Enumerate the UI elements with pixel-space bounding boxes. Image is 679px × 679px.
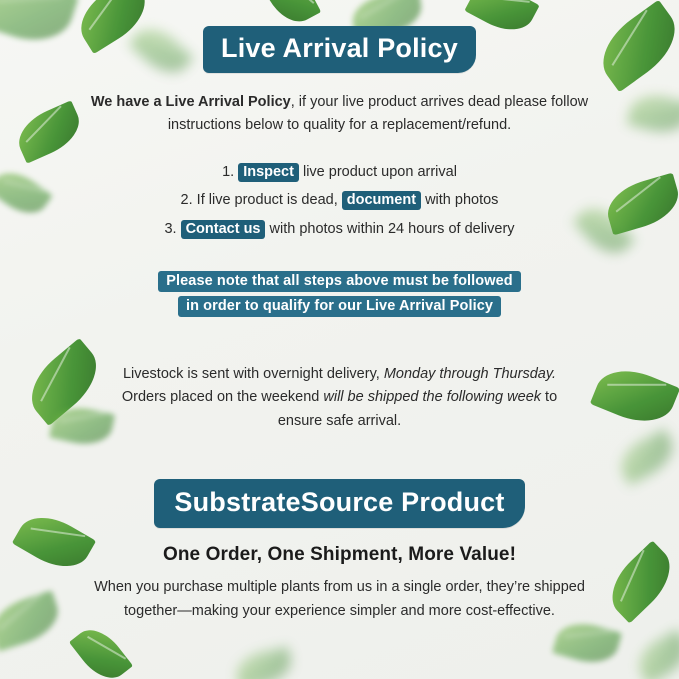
step-number: 3. [164, 220, 177, 237]
step-number: 2. [180, 192, 193, 209]
substrate-title-wrap [46, 479, 633, 528]
step-text: live product upon arrival [302, 163, 457, 180]
list-item [46, 215, 633, 243]
step-highlight: Inspect [238, 163, 299, 182]
substrate-title: SubstrateSource Product [154, 479, 524, 528]
policy-note [46, 269, 633, 319]
step-highlight: Contact us [181, 220, 266, 239]
shipping-line-2-italic: will be shipped the following week [323, 389, 542, 406]
step-number: 1. [222, 163, 235, 180]
step-highlight: document [342, 191, 421, 210]
step-text: with photos within 24 hours of delivery [269, 220, 515, 237]
shipping-note [105, 363, 575, 433]
policy-note-line-1: Please note that all steps above must be followed [158, 271, 521, 292]
leaf-icon [631, 629, 679, 679]
live-policy-title-wrap [46, 26, 633, 73]
substrate-headline: One Order, One Shipment, More Value! [162, 544, 517, 566]
substrate-headline-wrap [46, 544, 633, 566]
live-policy-steps [46, 158, 633, 243]
leaf-icon [233, 647, 294, 679]
step-text: with photos [425, 192, 499, 209]
policy-note-line-2: in order to qualify for our Live Arrival Policy [178, 296, 501, 317]
live-policy-intro-bold: We have a Live Arrival Policy [90, 94, 291, 110]
step-text-before: If live product is dead, [196, 192, 338, 209]
leaf-icon [552, 616, 622, 670]
live-policy-intro-rest: , if your live product arrives dead please follow instructions below to quality for a replacement/refund. [167, 94, 589, 134]
shipping-line-1-italic: Monday through Thursday. [383, 365, 557, 382]
list-item [46, 158, 633, 186]
shipping-line-2: Orders placed on the weekend [121, 389, 320, 406]
live-policy-intro [76, 91, 604, 138]
substrate-paragraph: When you purchase multiple plants from us in a single order, they’re shipped together—making your experience simpler and more cost-effective. [94, 579, 585, 619]
shipping-line-3: to ensure safe arrival. [277, 389, 558, 429]
leaf-icon [69, 620, 133, 679]
list-item [46, 186, 633, 214]
shipping-line-1: Livestock is sent with overnight delivery, [122, 365, 380, 382]
live-policy-title: Live Arrival Policy [203, 26, 476, 73]
